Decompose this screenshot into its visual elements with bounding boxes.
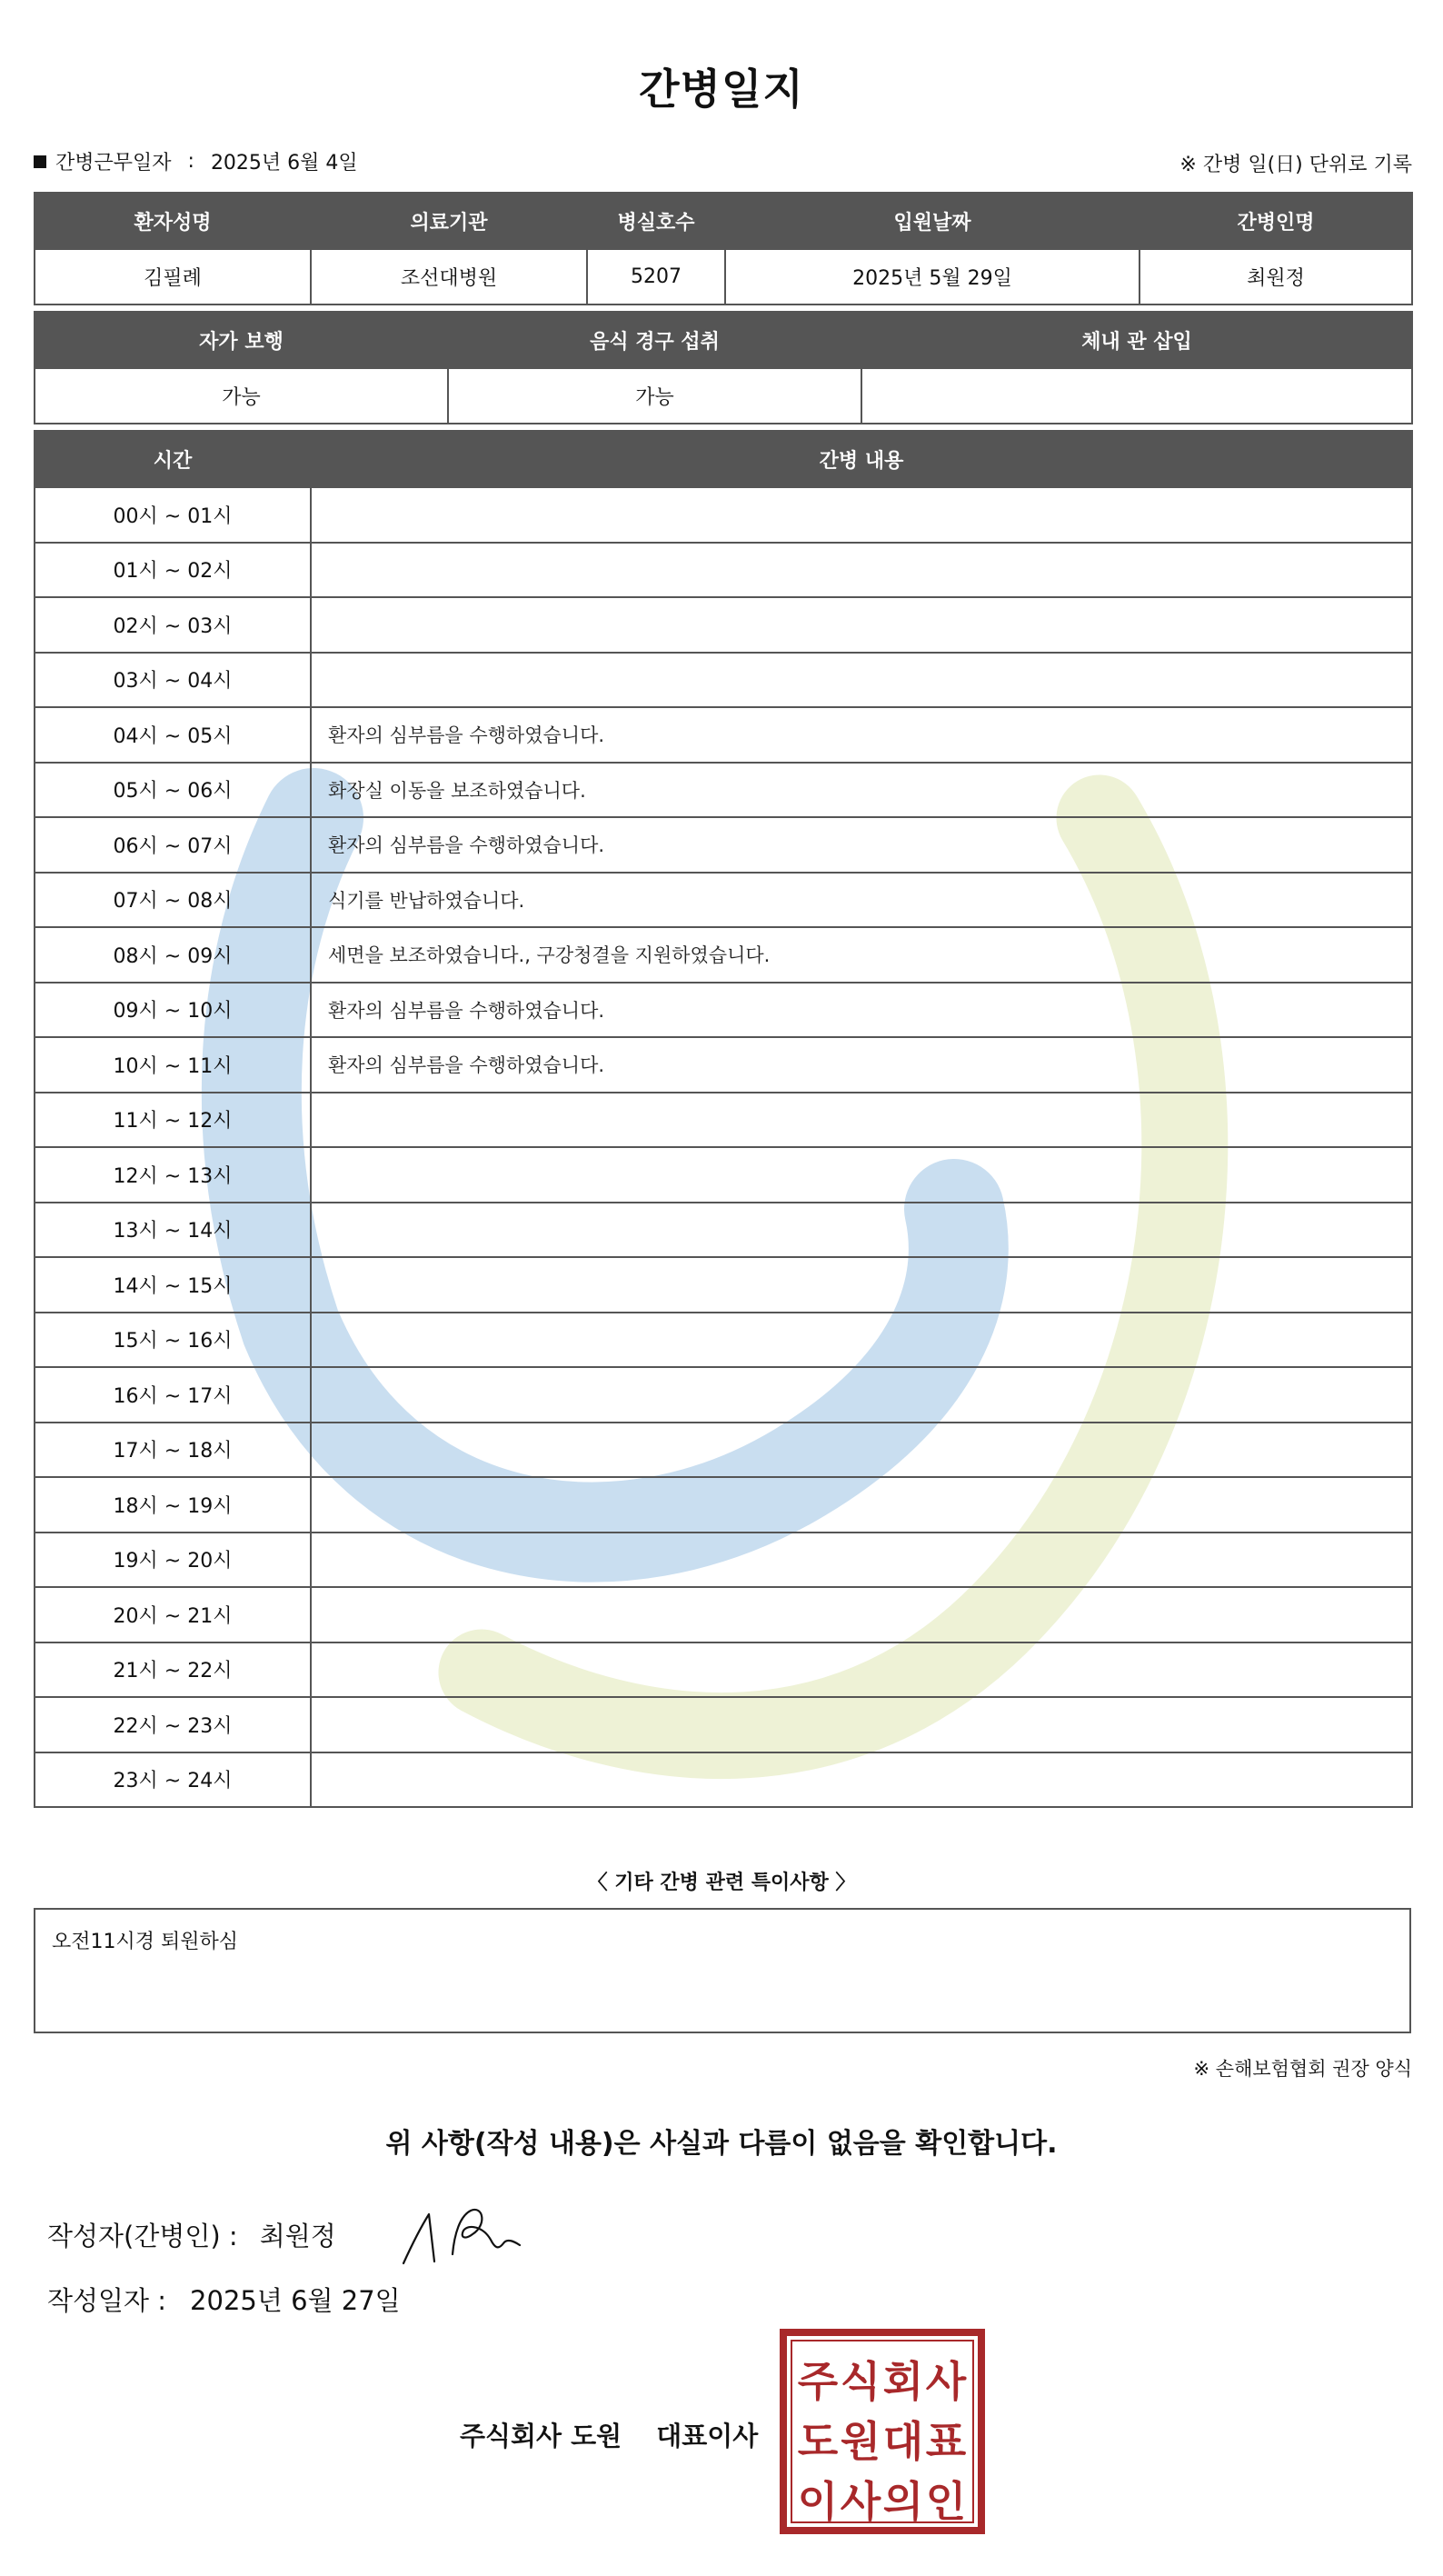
company-title: 대표이사 <box>656 2421 759 2451</box>
header-tube-insertion: 체내 관 삽입 <box>861 312 1412 368</box>
room-number: 5207 <box>587 249 725 305</box>
log-content <box>311 487 1412 543</box>
tube-insertion <box>861 368 1412 424</box>
log-time: 10시 ~ 11시 <box>35 1037 311 1093</box>
log-content <box>311 1367 1412 1423</box>
seal-char: 대 <box>882 2417 924 2466</box>
company-name: 주식회사 도원 <box>460 2421 622 2451</box>
seal-char: 도 <box>797 2417 839 2466</box>
log-time: 22시 ~ 23시 <box>35 1697 311 1752</box>
log-time: 19시 ~ 20시 <box>35 1533 311 1588</box>
log-row <box>35 597 1412 653</box>
writer-name: 최원정 <box>259 2221 336 2252</box>
seal-char: 회 <box>882 2357 924 2406</box>
log-body <box>35 487 1412 1807</box>
log-content: 식기를 반납하였습니다. <box>311 873 1412 928</box>
seal-char: 식 <box>840 2357 881 2406</box>
log-row <box>35 1257 1412 1313</box>
company-line <box>460 2416 758 2453</box>
company-seal <box>780 2329 985 2534</box>
remarks-box <box>34 1908 1411 2033</box>
written-date-label: 작성일자 : <box>47 2285 167 2316</box>
institution: 조선대병원 <box>311 249 587 305</box>
caregiver-name: 최원정 <box>1139 249 1412 305</box>
log-content <box>311 1477 1412 1533</box>
work-date-value: 2025년 6월 4일 <box>210 152 358 175</box>
log-row <box>35 1587 1412 1642</box>
log-row <box>35 1313 1412 1368</box>
log-time: 01시 ~ 02시 <box>35 543 311 598</box>
log-row <box>35 487 1412 543</box>
log-time: 23시 ~ 24시 <box>35 1752 311 1808</box>
log-time: 08시 ~ 09시 <box>35 927 311 983</box>
log-time: 14시 ~ 15시 <box>35 1257 311 1313</box>
log-time: 06시 ~ 07시 <box>35 817 311 873</box>
header-oral-intake: 음식 경구 섭취 <box>448 312 861 368</box>
log-time: 18시 ~ 19시 <box>35 1477 311 1533</box>
header-care-content: 간병 내용 <box>311 431 1412 487</box>
writer-line <box>47 2216 336 2253</box>
log-content <box>311 597 1412 653</box>
log-time: 00시 ~ 01시 <box>35 487 311 543</box>
self-walking: 가능 <box>35 368 448 424</box>
log-row <box>35 1697 1412 1752</box>
seal-char: 주 <box>797 2357 839 2406</box>
header-self-walking: 자가 보행 <box>35 312 448 368</box>
care-log-table <box>34 430 1413 1808</box>
status-table <box>34 311 1413 424</box>
seal-char: 의 <box>882 2477 924 2526</box>
log-header-row <box>35 431 1412 487</box>
log-time: 20시 ~ 21시 <box>35 1587 311 1642</box>
log-time: 16시 ~ 17시 <box>35 1367 311 1423</box>
log-time: 05시 ~ 06시 <box>35 763 311 818</box>
written-date-line <box>47 2281 401 2318</box>
written-date-value: 2025년 6월 27일 <box>190 2285 401 2316</box>
log-row <box>35 1147 1412 1203</box>
log-row <box>35 1752 1412 1808</box>
log-time: 03시 ~ 04시 <box>35 653 311 708</box>
writer-label: 작성자(간병인) : <box>47 2221 238 2252</box>
recommend-note: ※ 손해보험협회 권장 양식 <box>1193 2058 1412 2080</box>
log-time: 04시 ~ 05시 <box>35 707 311 763</box>
seal-char: 사 <box>840 2477 881 2526</box>
log-content: 환자의 심부름을 수행하였습니다. <box>311 983 1412 1038</box>
log-content: 화장실 이동을 보조하였습니다. <box>311 763 1412 818</box>
log-row <box>35 1203 1412 1258</box>
bullet-square-icon <box>34 155 46 168</box>
log-content <box>311 1587 1412 1642</box>
work-date-line <box>34 147 358 175</box>
log-row <box>35 927 1412 983</box>
log-content: 환자의 심부름을 수행하였습니다. <box>311 707 1412 763</box>
patient-table <box>34 192 1413 305</box>
log-time: 12시 ~ 13시 <box>35 1147 311 1203</box>
header-caregiver: 간병인명 <box>1139 193 1412 249</box>
remarks-title: 〈 기타 간병 관련 특이사항 〉 <box>587 1872 856 1894</box>
seal-char: 인 <box>925 2477 967 2526</box>
signature <box>396 2198 532 2271</box>
seal-char: 사 <box>925 2357 967 2406</box>
log-time: 11시 ~ 12시 <box>35 1093 311 1148</box>
seal-char: 표 <box>925 2417 967 2466</box>
log-content <box>311 1257 1412 1313</box>
log-content <box>311 543 1412 598</box>
header-institution: 의료기관 <box>311 193 587 249</box>
log-time: 17시 ~ 18시 <box>35 1423 311 1478</box>
log-content <box>311 1752 1412 1808</box>
log-content <box>311 1533 1412 1588</box>
seal-char: 원 <box>840 2417 881 2466</box>
log-row <box>35 543 1412 598</box>
log-row <box>35 1093 1412 1148</box>
oral-intake: 가능 <box>448 368 861 424</box>
log-time: 09시 ~ 10시 <box>35 983 311 1038</box>
confirm-statement: 위 사항(작성 내용)은 사실과 다름이 없음을 확인합니다. <box>385 2128 1058 2160</box>
log-row <box>35 707 1412 763</box>
log-row <box>35 817 1412 873</box>
log-time: 07시 ~ 08시 <box>35 873 311 928</box>
status-header-row <box>35 312 1412 368</box>
remarks-text: 오전11시경 퇴원하심 <box>52 1931 239 1953</box>
header-room: 병실호수 <box>587 193 725 249</box>
seal-char: 이 <box>797 2477 839 2526</box>
log-row <box>35 1533 1412 1588</box>
work-date-label: 간병근무일자 <box>55 152 172 175</box>
log-time: 02시 ~ 03시 <box>35 597 311 653</box>
unit-note: ※ 간병 일(日) 단위로 기록 <box>1179 154 1412 176</box>
log-row <box>35 763 1412 818</box>
log-row <box>35 1423 1412 1478</box>
log-row <box>35 1037 1412 1093</box>
log-row <box>35 1477 1412 1533</box>
admission-date: 2025년 5월 29일 <box>725 249 1139 305</box>
log-row <box>35 1367 1412 1423</box>
header-time: 시간 <box>35 431 311 487</box>
log-content <box>311 1642 1412 1698</box>
patient-name: 김필례 <box>35 249 311 305</box>
log-content: 환자의 심부름을 수행하였습니다. <box>311 817 1412 873</box>
patient-header-row <box>35 193 1412 249</box>
log-content: 세면을 보조하였습니다., 구강청결을 지원하였습니다. <box>311 927 1412 983</box>
log-content <box>311 1423 1412 1478</box>
header-admission-date: 입원날짜 <box>725 193 1139 249</box>
log-content: 환자의 심부름을 수행하였습니다. <box>311 1037 1412 1093</box>
status-value-row <box>35 368 1412 424</box>
log-time: 15시 ~ 16시 <box>35 1313 311 1368</box>
log-content <box>311 1697 1412 1752</box>
log-content <box>311 1147 1412 1203</box>
header-patient-name: 환자성명 <box>35 193 311 249</box>
log-content <box>311 1203 1412 1258</box>
log-row <box>35 873 1412 928</box>
log-row <box>35 653 1412 708</box>
log-content <box>311 653 1412 708</box>
log-row <box>35 983 1412 1038</box>
log-row <box>35 1642 1412 1698</box>
log-time: 13시 ~ 14시 <box>35 1203 311 1258</box>
page-title: 간병일지 <box>639 65 804 114</box>
log-content <box>311 1313 1412 1368</box>
work-date-separator: : <box>187 150 194 173</box>
log-content <box>311 1093 1412 1148</box>
log-time: 21시 ~ 22시 <box>35 1642 311 1698</box>
patient-value-row <box>35 249 1412 305</box>
